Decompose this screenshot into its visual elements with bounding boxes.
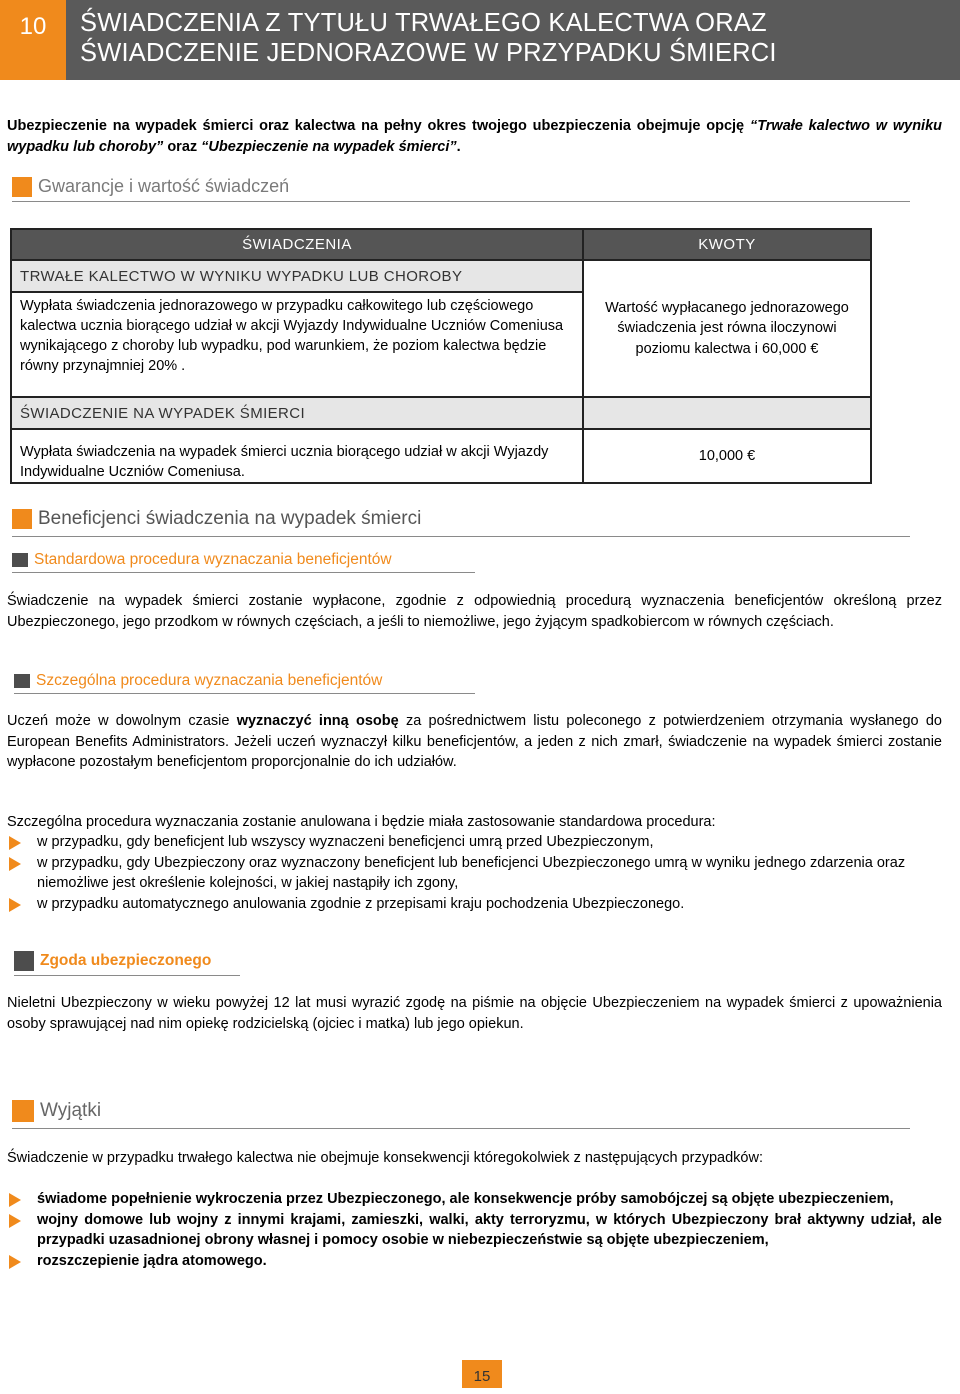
- divider: [14, 975, 240, 976]
- row1-amount: Wartość wypłacanego jednorazowego świadczenia jest równa iloczynowi poziomu kalectwa i 60,000 €: [583, 260, 871, 397]
- standard-procedure-heading-text: Standardowa procedura wyznaczania beneficjentów: [34, 551, 392, 568]
- intro-option-1: “Trwałe kalectwo w wyniku wypadku lub choroby”: [7, 118, 943, 155]
- special-procedure-heading: [14, 672, 382, 690]
- gray-square-icon: [12, 553, 28, 567]
- exceptions-list: [7, 1189, 942, 1271]
- chapter-title: [66, 0, 960, 80]
- special-p1-text-a: Uczeń może w dowolnym czasie: [7, 713, 237, 729]
- beneficiaries-heading: [12, 508, 421, 530]
- table-header-benefits: ŚWIADCZENIA: [11, 229, 583, 260]
- row2-amount-spacer: [583, 397, 871, 429]
- consent-heading-text: Zgoda ubezpieczonego: [40, 952, 212, 969]
- row1-description: Wypłata świadczenia jednorazowego w przypadku całkowitego lub częściowego kalectwa ucznia biorącego udział w akcji Wyjazdy Indywidualne Uczniów Comeniusa wynikającego z choroby lub wypadku, pod warunkiem, że poziom kalectwa będzie równy przynajmniej 20% .: [11, 292, 583, 397]
- guarantees-heading: [12, 176, 289, 197]
- chapter-number: 10: [0, 0, 66, 80]
- divider: [14, 693, 475, 694]
- exceptions-intro: Świadczenie w przypadku trwałego kalectwa nie obejmuje konsekwencji któregokolwiek z następujących przypadków:: [7, 1150, 763, 1166]
- divider: [12, 572, 475, 573]
- list-item: wojny domowe lub wojny z innymi krajami, zamieszki, walki, akty terroryzmu, w których Ubezpieczony brał aktywny udział, ale przypadki uzasadnionej obrony własnej i pomocy osobie w niebezpieczeństwie są objęte ubezpieczeniem,: [7, 1210, 942, 1251]
- table-header-amounts: KWOTY: [583, 229, 871, 260]
- intro-text-3: .: [456, 138, 461, 155]
- row1-title: TRWAŁE KALECTWO W WYNIKU WYPADKU LUB CHOROBY: [11, 260, 583, 292]
- special-p1-bold: wyznaczyć inną osobę: [236, 713, 399, 729]
- benefits-table: [10, 228, 872, 484]
- divider: [12, 536, 910, 537]
- special-procedure-heading-text: Szczególna procedura wyznaczania beneficjentów: [36, 672, 383, 689]
- orange-square-icon: [12, 509, 32, 529]
- standard-procedure-heading: [12, 551, 392, 569]
- beneficiaries-heading-text: Beneficjenci świadczenia na wypadek śmierci: [38, 508, 422, 529]
- list-item: w przypadku, gdy Ubezpieczony oraz wyznaczony beneficjent lub beneficjenci Ubezpieczonego umrą w wyniku jednego zdarzenia oraz niemożliwe jest określenie kolejności, w jakiej nastąpiły ich zgony,: [7, 853, 942, 894]
- row2-description: Wypłata świadczenia na wypadek śmierci ucznia biorącego udział w akcji Wyjazdy Indywidualne Uczniów Comeniusa.: [11, 429, 583, 483]
- gray-square-icon: [14, 674, 30, 688]
- row2-amount: 10,000 €: [583, 429, 871, 483]
- exceptions-heading-text: Wyjątki: [40, 1100, 102, 1121]
- intro-text-2: oraz: [163, 138, 202, 155]
- consent-text: Nieletni Ubezpieczony w wieku powyżej 12 lat musi wyrazić zgodę na piśmie na objęcie Ubezpieczeniem na wypadek śmierci z upoważnienia osoby sprawującej nad nim opiekę rodzicielską (ojciec i matka) lub jego opiekun.: [7, 995, 942, 1032]
- special-p1-text-b: za pośrednictwem listu poleconego z potwierdzeniem otrzymania wysłanego do European Benefits Administrators. Jeżeli uczeń wyznaczył kilku beneficjentów, a jeden z nich zmarł, świadczenie na wypadek śmierci zostanie wypłacone pozostałym beneficjentom proporcjonalnie do ich udziałów.: [7, 713, 942, 770]
- consent-heading: [14, 951, 211, 971]
- chapter-title-line2: ŚWIADCZENIE JEDNORAZOWE W PRZYPADKU ŚMIERCI: [80, 39, 777, 67]
- chapter-title-line1: ŚWIADCZENIA Z TYTUŁU TRWAŁEGO KALECTWA ORAZ: [80, 9, 767, 37]
- special-procedure-list: [7, 832, 942, 914]
- list-item: w przypadku automatycznego anulowania zgodnie z przepisami kraju pochodzenia Ubezpieczonego.: [7, 894, 942, 915]
- list-item: świadome popełnienie wykroczenia przez Ubezpieczonego, ale konsekwencje próby samobójczej są objęte ubezpieczeniem,: [7, 1189, 942, 1210]
- divider: [12, 1128, 910, 1129]
- gray-square-icon: [14, 951, 34, 971]
- divider: [12, 201, 910, 202]
- intro-text-1: Ubezpieczenie na wypadek śmierci oraz kalectwa na pełny okres twojego ubezpieczenia obejmuje opcję: [7, 118, 750, 134]
- row2-title: ŚWIADCZENIE NA WYPADEK ŚMIERCI: [11, 397, 583, 429]
- page-header: [0, 0, 960, 80]
- exceptions-heading: [12, 1100, 101, 1122]
- list-item: rozszczepienie jądra atomowego.: [7, 1251, 942, 1272]
- orange-square-icon: [12, 1100, 34, 1122]
- special-procedure-paragraph-1: [7, 711, 942, 773]
- standard-procedure-text: Świadczenie na wypadek śmierci zostanie wypłacone, zgodnie z odpowiednią procedurą wyznaczenia beneficjentów określoną przez Ubezpieczonego, jego przodkom w równych częściach, a jeśli to niemożliwe, jego żyjącym spadkobiercom w równych częściach.: [7, 593, 942, 630]
- list-item: w przypadku, gdy beneficjent lub wszyscy wyznaczeni beneficjenci umrą przed Ubezpieczonym,: [7, 832, 942, 853]
- guarantees-heading-text: Gwarancje i wartość świadczeń: [38, 176, 290, 196]
- intro-option-2: “Ubezpieczenie na wypadek śmierci”: [201, 138, 457, 155]
- intro-paragraph: [7, 116, 942, 157]
- special-procedure-paragraph-2: Szczególna procedura wyznaczania zostanie anulowana i będzie miała zastosowanie standardowa procedura:: [7, 814, 716, 830]
- orange-square-icon: [12, 177, 32, 197]
- page-number: 15: [462, 1360, 502, 1388]
